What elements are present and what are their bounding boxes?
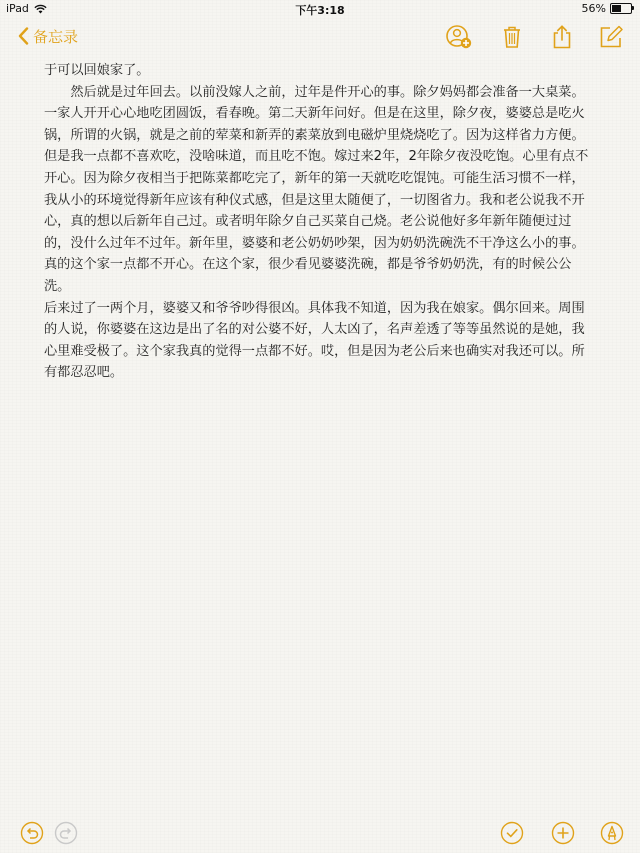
trash-icon[interactable] xyxy=(499,24,525,50)
status-right xyxy=(582,2,632,15)
undo-icon[interactable] xyxy=(20,821,44,845)
top-toolbar xyxy=(0,18,640,54)
add-icon[interactable] xyxy=(551,821,575,845)
chevron-left-icon xyxy=(18,27,29,45)
pen-icon[interactable] xyxy=(600,821,624,845)
compose-icon[interactable] xyxy=(598,24,624,50)
checklist-icon[interactable] xyxy=(500,821,524,845)
battery-percent: 56% xyxy=(581,2,606,15)
back-button-label: 备忘录 xyxy=(33,27,79,46)
status-time: 下午3:18 xyxy=(295,4,345,17)
bottom-toolbar xyxy=(0,815,640,853)
battery-icon xyxy=(610,3,632,14)
back-button[interactable] xyxy=(18,24,78,48)
status-bar xyxy=(0,0,640,18)
share-icon[interactable] xyxy=(549,24,575,50)
note-body[interactable]: 于可以回娘家了。 然后就是过年回去。以前没嫁人之前，过年是件开心的事。除夕妈妈都会准备一大桌菜。一家人开开心心地吃团圆饭，看春晚。第二天新年问好。但是在这里，除夕夜，婆婆总是吃火锅，所谓的火锅，就是之前的荤菜和新弄的素菜放到电磁炉里烧烧吃了。因为这样省力方便。但是我一点都不喜欢吃，没啥味道，而且吃不饱。嫁过来2年，2年除夕夜没吃饱。心里有点不开心。因为除夕夜相当于把陈菜都吃完了，新年的第一天就吃吃馄饨。可能生活习惯不一样，我从小的环境觉得新年应该有种仪式感，但是这里太随便了，一切图省力。我和老公说我不开心，真的想以后新年自己过。或者明年除夕自己买菜自己烧。老公说他好多年新年随便过过的，没什么过年不过年。新年里，婆婆和老公奶奶吵架，因为奶奶洗碗洗不干净这么小的事。真的这个家一点都不开心。在这个家，很少看见婆婆洗碗，都是爷爷奶奶洗，有的时候公公洗。 后来过了一两个月，婆婆又和爷爷吵得很凶。具体我不知道，因为我在娘家。偶尔回来。周围的人说，你婆婆在这边是出了名的对公婆不好，人太凶了，名声差透了等等虽然说的是她，我心里难受极了。这个家我真的觉得一点都不好。哎，但是因为老公后来也确实对我还可以。所有都忍忍吧。 xyxy=(44,63,589,381)
device-name: iPad xyxy=(6,2,29,15)
redo-icon[interactable] xyxy=(54,821,78,845)
add-person-icon[interactable] xyxy=(446,24,472,50)
